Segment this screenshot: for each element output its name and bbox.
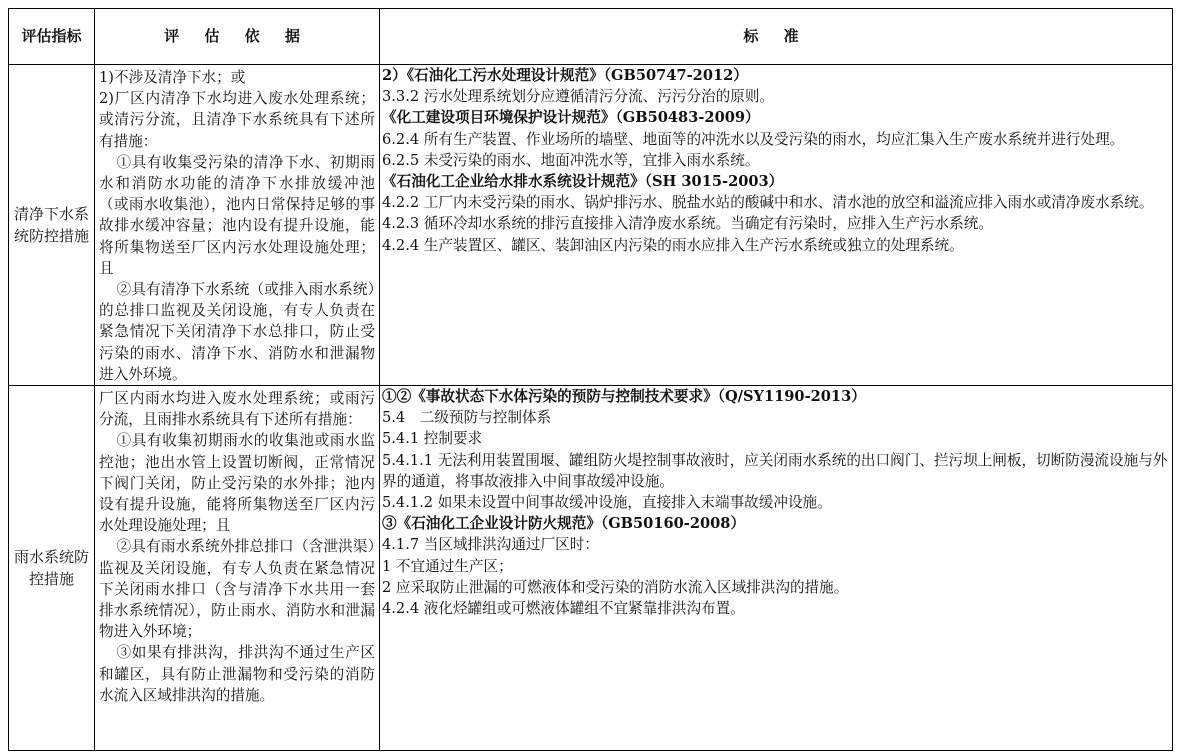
standard-heading: 《石油化工企业给水排水系统设计规范》（SH 3015-2003） bbox=[382, 173, 784, 191]
standard-clause: 4.1.7 当区域排洪沟通过厂区时： bbox=[382, 536, 599, 554]
indicator-cell bbox=[9, 65, 95, 386]
basis-cell bbox=[95, 386, 380, 751]
basis-line: ①具有收集初期雨水的收集池或雨水监控池；池出水管上设置切断阀，正常情况下阀门关闭，防止受污染的水外排；池内设有提升设施，能将所集物送至厂区内污水处理设施处理；且 bbox=[99, 432, 375, 535]
standard-clause: 5.4.1.2 如果未设置中间事故缓冲设施，直接排入末端事故缓冲设施。 bbox=[382, 494, 832, 512]
standard-clause: 5.4.1 控制要求 bbox=[382, 430, 483, 448]
standard-heading: 2）《石油化工污水处理设计规范》（GB50747-2012） bbox=[382, 67, 748, 84]
indicator-text: 雨水系统防控措施 bbox=[13, 548, 89, 589]
standard-heading: 《化工建设项目环境保护设计规范》（GB50483-2009） bbox=[382, 109, 760, 127]
basis-line: ②具有雨水系统外排总排口（含泄洪渠）监视及关闭设施，有专人负责在紧急情况下关闭雨水排口（含与清净下水共用一套排水系统情况），防止雨水、消防水和泄漏物进入外环境； bbox=[99, 538, 375, 641]
header-basis: 评 估 依 据 bbox=[95, 9, 380, 65]
standard-clause: 5.4 二级预防与控制体系 bbox=[382, 409, 552, 427]
basis-line: 2)厂区内清净下水均进入废水处理系统；或清污分流，且清净下水系统具有下述所有措施： bbox=[99, 90, 375, 150]
standard-clause: 3.3.2 污水处理系统划分应遵循清污分流、污污分治的原则。 bbox=[382, 88, 775, 106]
indicator-cell bbox=[9, 386, 95, 751]
standard-heading: ①②《事故状态下水体污染的预防与控制技术要求》（Q/SY1190-2013） bbox=[382, 388, 866, 406]
evaluation-table bbox=[8, 8, 1173, 751]
indicator-text: 清净下水系统防控措施 bbox=[13, 205, 89, 246]
standard-clause: 2 应采取防止泄漏的可燃液体和受污染的消防水流入区域排洪沟的措施。 bbox=[382, 578, 849, 596]
standard-cell bbox=[380, 65, 1173, 386]
standard-clause: 6.2.4 所有生产装置、作业场所的墙壁、地面等的冲洗水以及受污染的雨水，均应汇集入生产废水系统并进行处理。 bbox=[382, 130, 1125, 148]
header-indicator: 评估指标 bbox=[9, 9, 95, 65]
standard-clause: 4.2.3 循环冷却水系统的排污直接排入清净废水系统。当确定有污染时，应排入生产污水系统。 bbox=[382, 215, 993, 233]
standard-clause: 4.2.4 生产装置区、罐区、装卸油区内污染的雨水应排入生产污水系统或独立的处理系统。 bbox=[382, 236, 964, 254]
standard-clause: 1 不宜通过生产区； bbox=[382, 557, 513, 575]
basis-line: ③如果有排洪沟，排洪沟不通过生产区和罐区，具有防止泄漏物和受污染的消防水流入区域排洪沟的措施。 bbox=[99, 644, 375, 704]
table-row bbox=[9, 386, 1173, 751]
table-row bbox=[9, 65, 1173, 386]
basis-line: ①具有收集受污染的清净下水、初期雨水和消防水功能的清净下水排放缓冲池（或雨水收集池），池内日常保持足够的事故排水缓冲容量；池内设有提升设施，能将所集物送至厂区内污水处理设施处理；且 bbox=[99, 153, 375, 277]
basis-line: 1)不涉及清净下水；或 bbox=[99, 69, 246, 86]
standard-clause: 6.2.5 未受污染的雨水、地面冲洗水等，宜排入雨水系统。 bbox=[382, 151, 760, 169]
basis-cell bbox=[95, 65, 380, 386]
header-standard: 标 准 bbox=[380, 9, 1173, 65]
standard-heading: ③《石油化工企业设计防火规范》（GB50160-2008） bbox=[382, 515, 746, 533]
standard-clause: 4.2.2 工厂内未受污染的雨水、锅炉排污水、脱盐水站的酸碱中和水、清水池的放空和溢流应排入雨水或清净废水系统。 bbox=[382, 194, 1154, 212]
basis-line: ②具有清净下水系统（或排入雨水系统）的总排口监视及关闭设施，有专人负责在紧急情况下关闭清净下水总排口，防止受污染的雨水、清净下水、消防水和泄漏物进入外环境。 bbox=[99, 281, 375, 383]
standard-clause: 5.4.1.1 无法利用装置围堰、罐组防火堤控制事故液时，应关闭雨水系统的出口阀门、拦污坝上闸板，切断防漫流设施与外界的通道，将事故液排入中间事故缓冲设施。 bbox=[382, 451, 1168, 490]
table-header-row bbox=[9, 9, 1173, 65]
basis-line: 厂区内雨水均进入废水处理系统；或雨污分流，且雨排水系统具有下述所有措施： bbox=[99, 390, 375, 429]
standard-clause: 4.2.4 液化烃罐组或可燃液体罐组不宜紧靠排洪沟布置。 bbox=[382, 600, 745, 618]
standard-cell bbox=[380, 386, 1173, 751]
